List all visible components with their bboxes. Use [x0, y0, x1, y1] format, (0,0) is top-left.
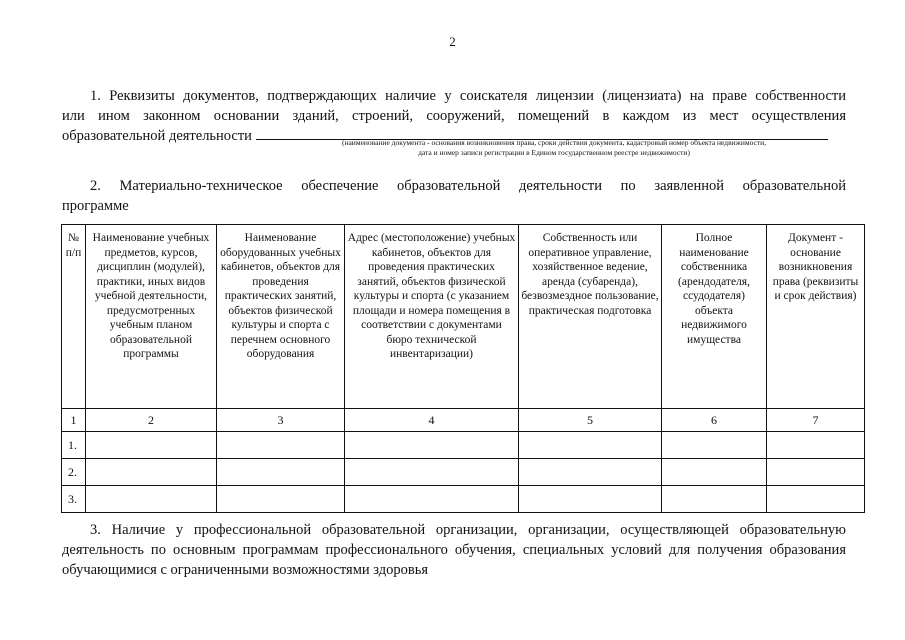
table-cell[interactable] — [345, 459, 519, 486]
section-3-line: деятельность по основным программам профессионального обучения, специальных условий для получения образования — [62, 542, 846, 558]
table-cell[interactable] — [662, 459, 767, 486]
table-cell[interactable] — [86, 459, 217, 486]
row-number-cell: 2. — [62, 459, 86, 486]
section-2-line: программе — [62, 198, 129, 214]
table-cell[interactable] — [86, 432, 217, 459]
page-number: 2 — [449, 34, 456, 49]
table-cell[interactable] — [662, 486, 767, 513]
header-cell-ownership: Собственность или оперативное управление, хозяйственное ведение, аренда (субаренда), безвозмездное пользование, практическая подготовка — [519, 225, 662, 409]
column-number-cell: 3 — [217, 409, 345, 432]
table-cell[interactable] — [767, 486, 865, 513]
section-2-paragraph — [62, 176, 846, 216]
section-3-line: обучающимися с ограниченными возможностями здоровья — [62, 562, 428, 578]
header-cell-address: Адрес (местоположение) учебных кабинетов, объектов для проведения практических занятий, объектов физической культуры и спорта (с указанием площади и номера помещения в соответствии с документами бюро технической инвентаризации) — [345, 225, 519, 409]
section-3-line: 3. Наличие у профессиональной образовательной организации, организации, осуществляющей образовательную — [90, 522, 846, 538]
header-cell-subjects: Наименование учебных предметов, курсов, дисциплин (модулей), практики, иных видов учебной деятельности, предусмотренных учебным планом образовательной программы — [86, 225, 217, 409]
table-header-row — [62, 225, 865, 409]
section-1-line: или ином законном основании зданий, строений, сооружений, помещений в каждом из мест осуществления — [62, 108, 846, 124]
header-cell-owner-name: Полное наименование собственника (арендодателя, ссудодателя) объекта недвижимого имущества — [662, 225, 767, 409]
table-row — [62, 459, 865, 486]
note-line: дата и номер записи регистрации в Едином государственном реестре недвижимости) — [418, 148, 690, 157]
field-caption-note — [262, 138, 846, 158]
section-1-line: 1. Реквизиты документов, подтверждающих наличие у соискателя лицензии (лицензиата) на праве собственности — [90, 88, 846, 104]
table-cell[interactable] — [519, 432, 662, 459]
table-cell[interactable] — [345, 432, 519, 459]
table-cell[interactable] — [767, 432, 865, 459]
header-cell-number: № п/п — [62, 225, 86, 409]
column-number-cell: 5 — [519, 409, 662, 432]
column-number-cell: 2 — [86, 409, 217, 432]
header-cell-document: Документ - основание возникновения права (реквизиты и срок действия) — [767, 225, 865, 409]
table-row — [62, 432, 865, 459]
section-1-paragraph — [62, 86, 846, 146]
table-cell[interactable] — [217, 486, 345, 513]
table-cell[interactable] — [767, 459, 865, 486]
table-cell[interactable] — [662, 432, 767, 459]
table-cell[interactable] — [519, 486, 662, 513]
row-number-cell: 3. — [62, 486, 86, 513]
table-cell[interactable] — [345, 486, 519, 513]
column-number-cell: 1 — [62, 409, 86, 432]
section-3-paragraph — [62, 520, 846, 580]
material-support-table — [61, 224, 865, 513]
column-number-cell: 4 — [345, 409, 519, 432]
column-number-cell: 7 — [767, 409, 865, 432]
header-cell-facilities: Наименование оборудованных учебных кабинетов, объектов для проведения практических занятий, объектов физической культуры и спорта с перечнем основного оборудования — [217, 225, 345, 409]
section-1-line-text: образовательной деятельности — [62, 128, 252, 144]
row-number-cell: 1. — [62, 432, 86, 459]
table-cell[interactable] — [519, 459, 662, 486]
note-line: (наименование документа - основания возникновения права, сроки действия документа, кадастровый номер объекта недвижимости, — [341, 138, 767, 147]
column-number-cell: 6 — [662, 409, 767, 432]
table-cell[interactable] — [86, 486, 217, 513]
table-row — [62, 486, 865, 513]
table-cell[interactable] — [217, 459, 345, 486]
column-number-row — [62, 409, 865, 432]
table-cell[interactable] — [217, 432, 345, 459]
section-2-line: 2. Материально-техническое обеспечение образовательной деятельности по заявленной образовательной — [90, 178, 846, 194]
